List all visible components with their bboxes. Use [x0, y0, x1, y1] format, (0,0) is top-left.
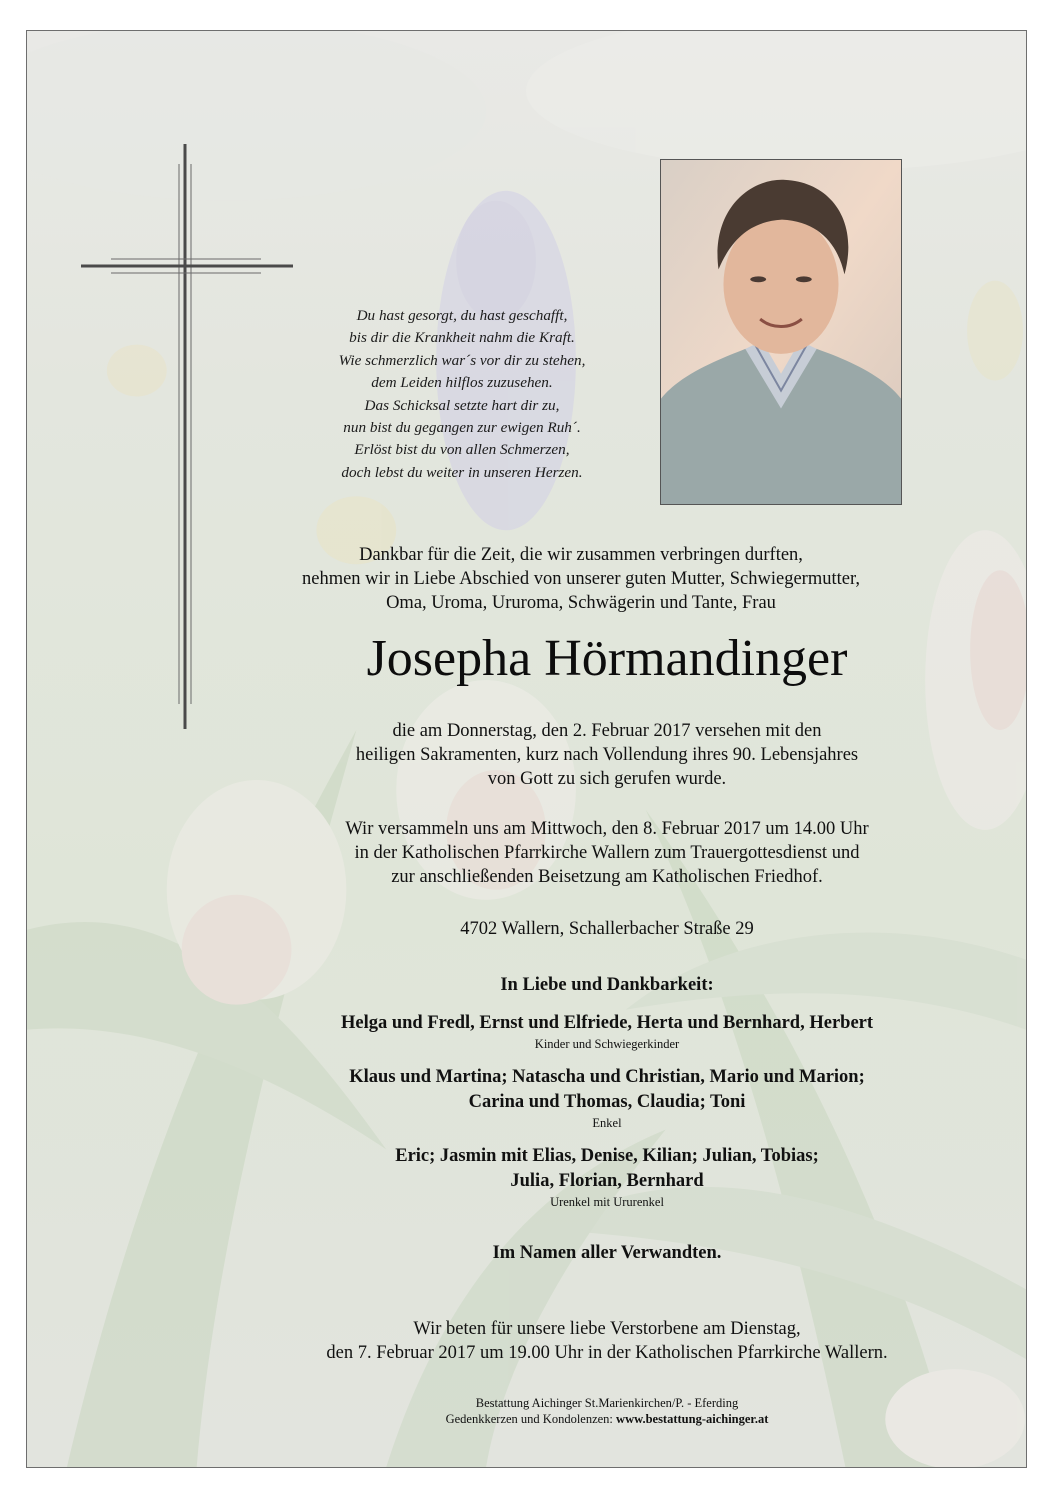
family-role: Urenkel mit Ururenkel	[550, 1195, 664, 1209]
family-role: Kinder und Schwiegerkinder	[534, 1037, 680, 1051]
intro-line: Dankbar für die Zeit, die wir zusammen verbringen durften,	[359, 545, 803, 565]
poem-line: Erlöst bist du von allen Schmerzen,	[354, 441, 570, 459]
poem-line: Wie schmerzlich war´s vor dir zu stehen,	[338, 351, 586, 369]
intro-line: nehmen wir in Liebe Abschied von unserer guten Mutter, Schwiegermutter,	[302, 569, 860, 589]
funeral-line: zur anschließenden Beisetzung am Katholischen Friedhof.	[391, 867, 823, 887]
family-names: Carina und Thomas, Claudia; Toni	[468, 1092, 746, 1112]
funeral-line: Wir versammeln uns am Mittwoch, den 8. Februar 2017 um 14.00 Uhr	[345, 819, 869, 839]
funeral-line: in der Katholischen Pfarrkirche Wallern zum Trauergottesdienst und	[354, 843, 860, 863]
poem-line: nun bist du gegangen zur ewigen Ruh´.	[343, 419, 581, 437]
family-names: Klaus und Martina; Natascha und Christian, Mario und Marion;	[349, 1067, 865, 1087]
prayer-notice	[157, 1317, 1027, 1365]
mourners-heading: In Liebe und Dankbarkeit:	[500, 975, 714, 995]
death-notice-line: von Gott zu sich gerufen wurde.	[487, 769, 727, 789]
family-group	[157, 1011, 1027, 1052]
undertaker-name: Bestattung Aichinger St.Marienkirchen/P. - Eferding	[475, 1396, 739, 1410]
poem-line: Das Schicksal setzte hart dir zu,	[364, 396, 560, 414]
prayer-line: Wir beten für unsere liebe Verstorbene am Dienstag,	[413, 1319, 801, 1339]
relatives-line: Im Namen aller Verwandten.	[492, 1243, 722, 1263]
obituary-card	[26, 30, 1027, 1468]
poem-line: bis dir die Krankheit nahm die Kraft.	[349, 329, 575, 347]
address: 4702 Wallern, Schallerbacher Straße 29	[460, 919, 754, 939]
footer	[157, 1395, 1027, 1427]
family-names: Eric; Jasmin mit Elias, Denise, Kilian; Julian, Tobias;	[395, 1146, 819, 1166]
portrait-photo	[660, 159, 902, 505]
death-notice-line: heiligen Sakramenten, kurz nach Vollendung ihres 90. Lebensjahres	[355, 745, 859, 765]
family-names: Helga und Fredl, Ernst und Elfriede, Herta und Bernhard, Herbert	[340, 1013, 874, 1033]
poem-line: dem Leiden hilflos zuzusehen.	[371, 374, 553, 392]
condolence-label: Gedenkkerzen und Kondolenzen:	[445, 1412, 617, 1426]
deceased-name: Josepha Hörmandinger	[366, 630, 848, 687]
intro-line: Oma, Uroma, Ururoma, Schwägerin und Tante, Frau	[386, 593, 776, 613]
condolence-line	[157, 1411, 1027, 1427]
website-link[interactable]: www.bestattung-aichinger.at	[616, 1412, 769, 1426]
memorial-poem	[267, 305, 657, 484]
death-notice-line: die am Donnerstag, den 2. Februar 2017 versehen mit den	[392, 721, 822, 741]
death-notice	[157, 719, 1027, 791]
family-group	[157, 1144, 1027, 1210]
family-names: Julia, Florian, Bernhard	[510, 1171, 704, 1191]
poem-line: doch lebst du weiter in unseren Herzen.	[341, 463, 583, 481]
intro-text	[161, 543, 1001, 615]
prayer-line: den 7. Februar 2017 um 19.00 Uhr in der Katholischen Pfarrkirche Wallern.	[326, 1343, 888, 1363]
poem-line: Du hast gesorgt, du hast geschafft,	[356, 307, 568, 324]
funeral-details	[157, 817, 1027, 889]
family-role: Enkel	[592, 1116, 622, 1130]
family-list	[157, 1011, 1027, 1223]
family-group	[157, 1065, 1027, 1131]
